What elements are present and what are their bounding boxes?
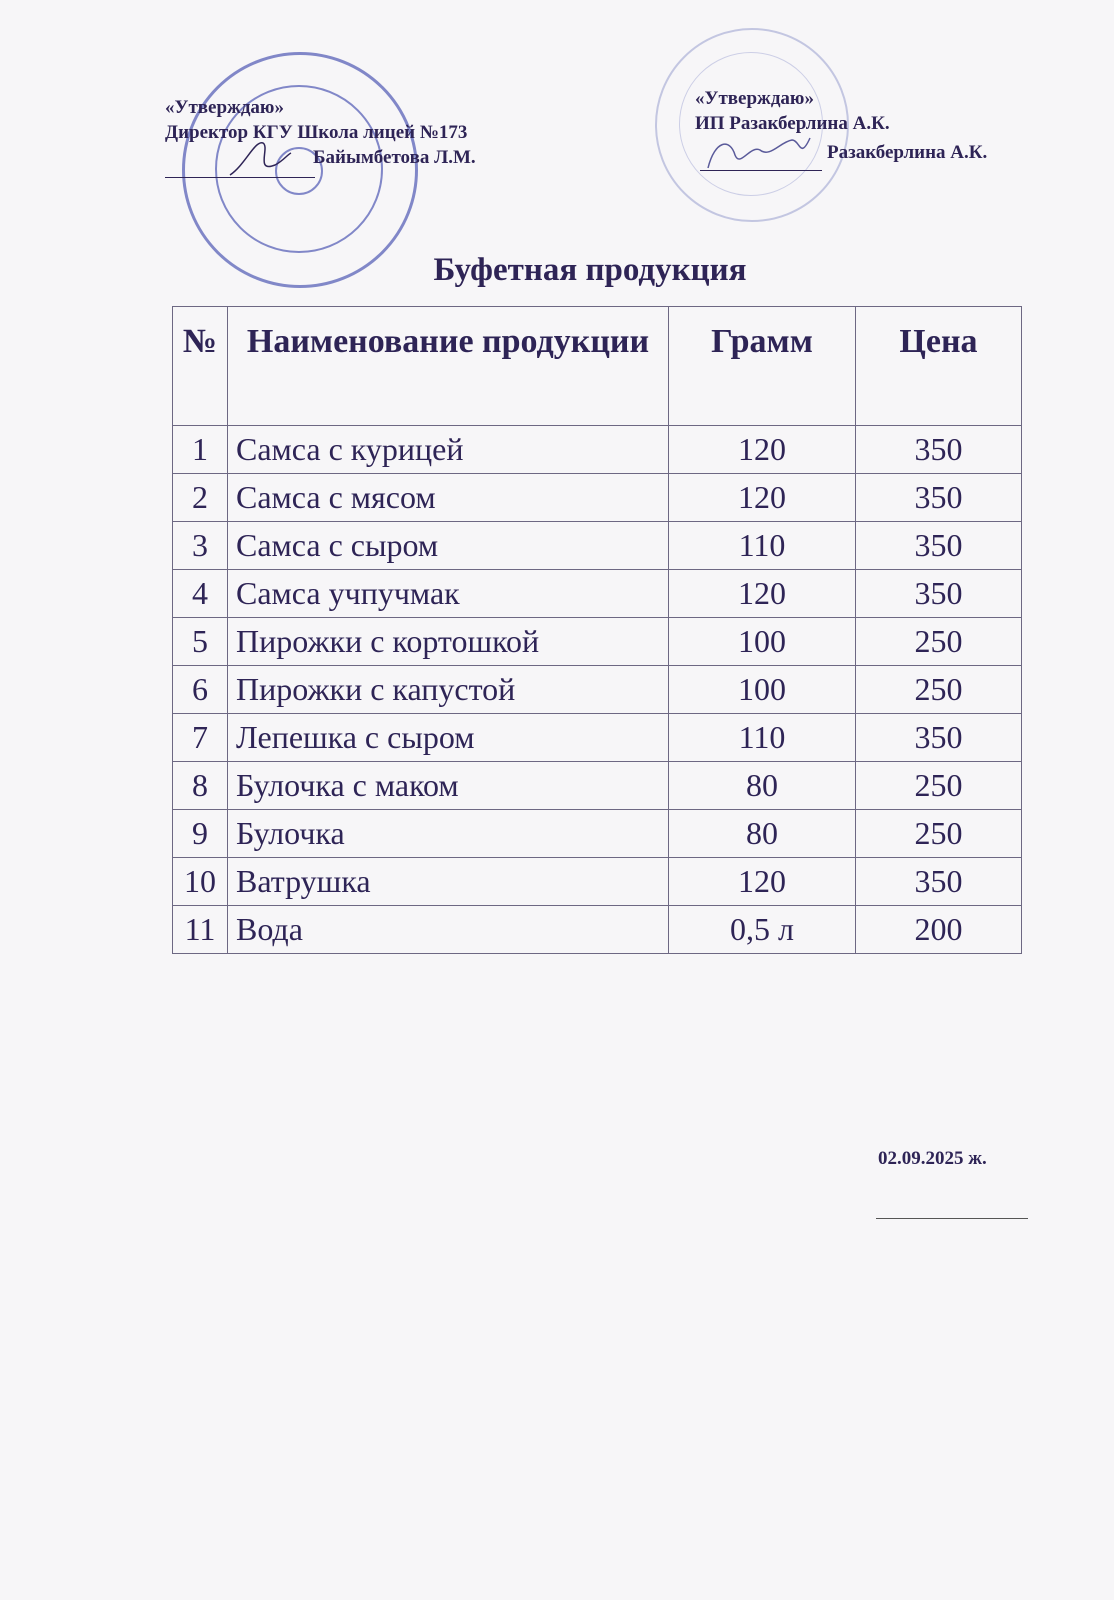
page-title: Буфетная продукция — [433, 252, 747, 288]
table-row — [173, 666, 1022, 714]
approver-name: Разакберлина А.К. — [827, 142, 988, 163]
table-row — [173, 474, 1022, 522]
row-number: 9 — [173, 810, 228, 858]
table-row — [173, 570, 1022, 618]
row-number: 1 — [173, 426, 228, 474]
col-gram: Грамм — [669, 307, 856, 426]
row-gram: 110 — [669, 714, 856, 762]
row-price: 200 — [856, 906, 1022, 954]
row-number: 4 — [173, 570, 228, 618]
row-name: Вода — [228, 906, 669, 954]
row-price: 250 — [856, 762, 1022, 810]
row-gram: 80 — [669, 762, 856, 810]
signature-line — [876, 1218, 1028, 1219]
row-name: Пирожки с капустой — [228, 666, 669, 714]
row-number: 2 — [173, 474, 228, 522]
row-name: Лепешка с сыром — [228, 714, 669, 762]
row-gram: 120 — [669, 858, 856, 906]
table-row — [173, 426, 1022, 474]
table-row — [173, 906, 1022, 954]
date: 02.09.2025 ж. — [878, 1148, 987, 1169]
row-name: Самса учпучмак — [228, 570, 669, 618]
row-gram: 120 — [669, 474, 856, 522]
row-number: 3 — [173, 522, 228, 570]
table-row — [173, 858, 1022, 906]
row-number: 11 — [173, 906, 228, 954]
col-number: № — [173, 307, 228, 426]
row-name: Булочка — [228, 810, 669, 858]
row-number: 8 — [173, 762, 228, 810]
row-name: Булочка с маком — [228, 762, 669, 810]
row-price: 350 — [856, 570, 1022, 618]
row-gram: 100 — [669, 618, 856, 666]
row-number: 10 — [173, 858, 228, 906]
table-row — [173, 762, 1022, 810]
signature-right — [700, 130, 820, 175]
row-price: 250 — [856, 618, 1022, 666]
products-table — [172, 306, 1022, 954]
row-price: 350 — [856, 858, 1022, 906]
approver-position: Директор КГУ Школа лицей №173 — [165, 122, 468, 143]
row-number: 5 — [173, 618, 228, 666]
row-name: Самса с сыром — [228, 522, 669, 570]
row-gram: 120 — [669, 570, 856, 618]
row-name: Пирожки с кортошкой — [228, 618, 669, 666]
approve-label: «Утверждаю» — [695, 88, 814, 109]
table-row — [173, 522, 1022, 570]
col-price: Цена — [856, 307, 1022, 426]
row-number: 7 — [173, 714, 228, 762]
col-name: Наименование продукции — [228, 307, 669, 426]
row-name: Самса с мясом — [228, 474, 669, 522]
row-price: 350 — [856, 474, 1022, 522]
row-gram: 80 — [669, 810, 856, 858]
approve-label: «Утверждаю» — [165, 97, 284, 118]
table-row — [173, 714, 1022, 762]
left-approval — [165, 95, 476, 170]
row-name: Самса с курицей — [228, 426, 669, 474]
row-name: Ватрушка — [228, 858, 669, 906]
row-gram: 110 — [669, 522, 856, 570]
table-row — [173, 810, 1022, 858]
signature-left — [225, 135, 295, 180]
row-price: 350 — [856, 426, 1022, 474]
approver-name: Байымбетова Л.М. — [313, 147, 476, 168]
row-gram: 120 — [669, 426, 856, 474]
row-gram: 100 — [669, 666, 856, 714]
row-price: 250 — [856, 810, 1022, 858]
table-header — [173, 307, 1022, 426]
row-number: 6 — [173, 666, 228, 714]
approver-position: ИП Разакберлина А.К. — [695, 113, 890, 134]
row-price: 350 — [856, 522, 1022, 570]
row-gram: 0,5 л — [669, 906, 856, 954]
row-price: 250 — [856, 666, 1022, 714]
table-row — [173, 618, 1022, 666]
row-price: 350 — [856, 714, 1022, 762]
